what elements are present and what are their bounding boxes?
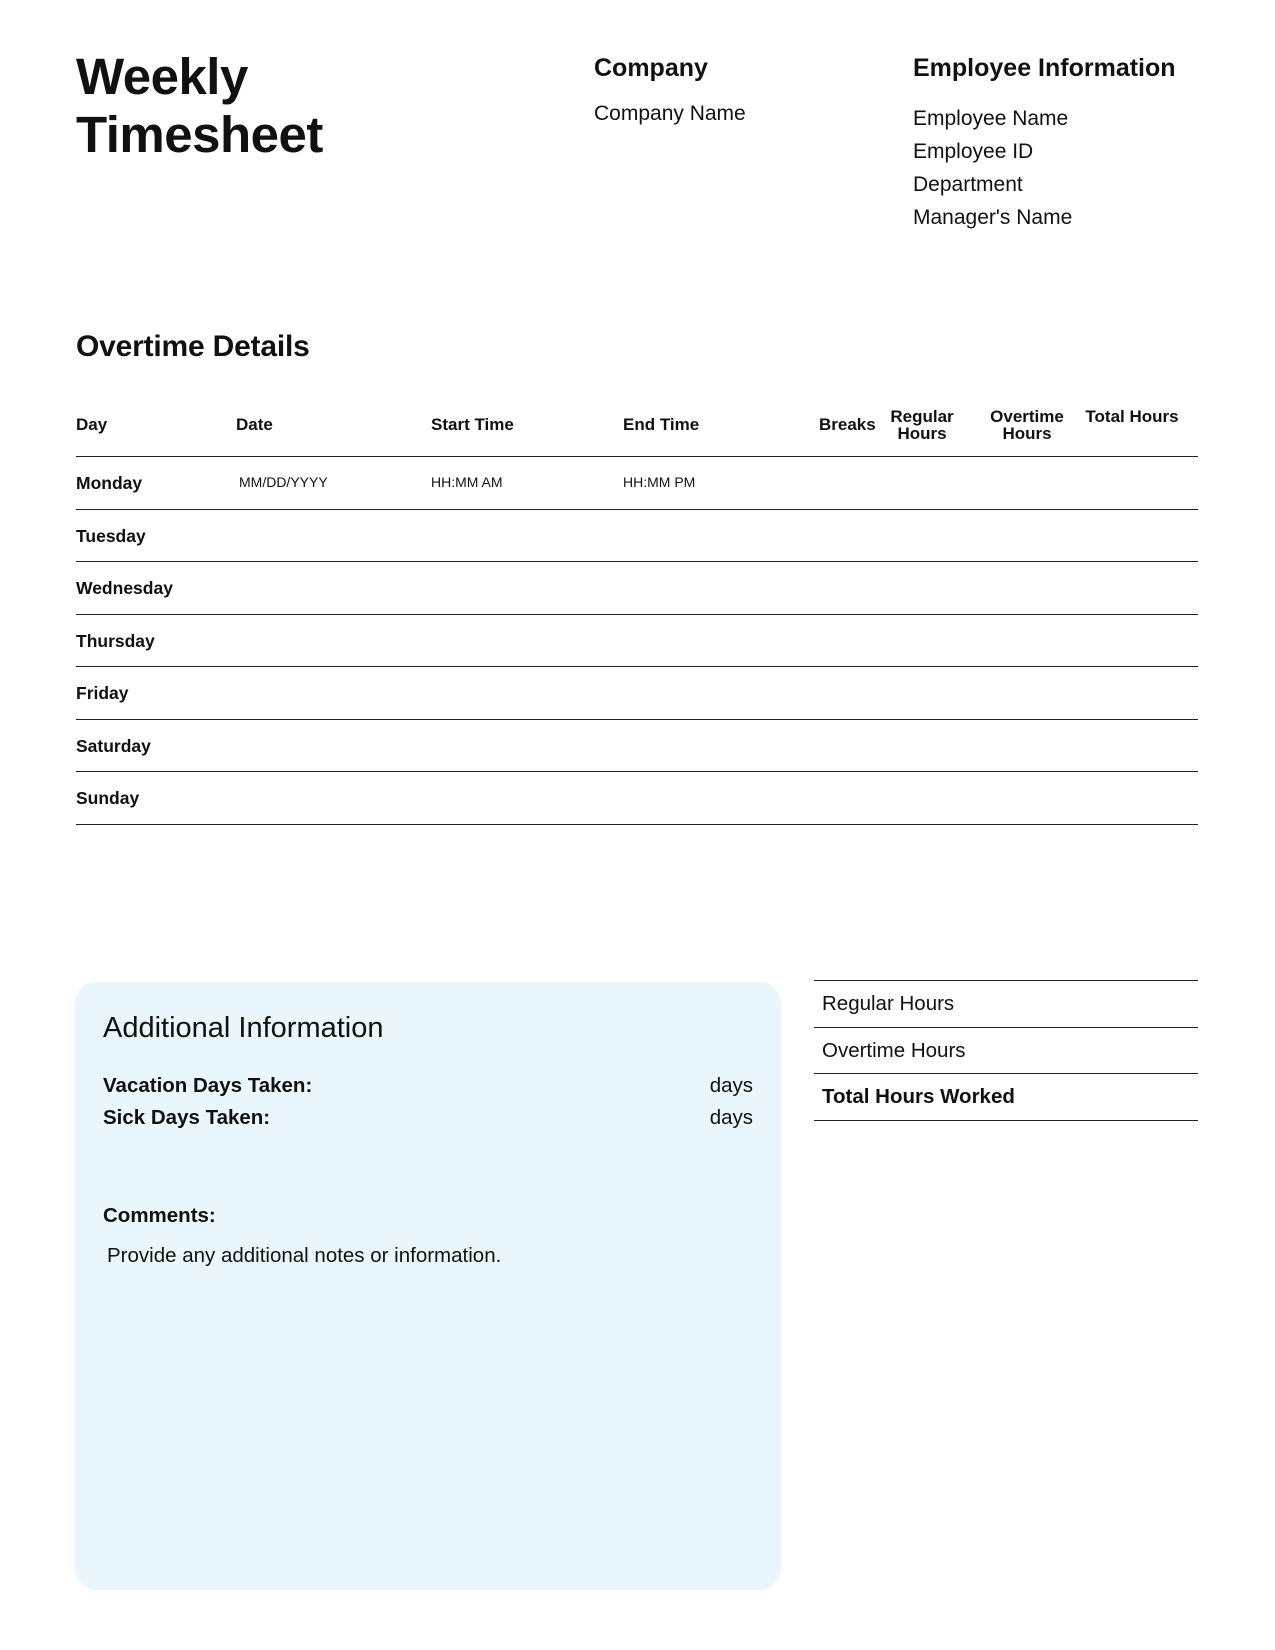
page-title: Weekly Timesheet (76, 48, 323, 163)
col-header-day: Day (76, 415, 108, 434)
regular-hours-label: Regular Hours (822, 992, 955, 1015)
employee-info-heading: Employee Information (913, 54, 1176, 82)
additional-info-title: Additional Information (103, 1012, 384, 1044)
additional-info-panel (75, 982, 781, 1590)
day-label: Monday (76, 473, 143, 493)
manager-name-field[interactable]: Manager's Name (913, 206, 1073, 229)
table-row-thursday (76, 615, 1198, 668)
col-header-start-time: Start Time (431, 415, 514, 434)
sick-days-unit: days (709, 1106, 753, 1129)
day-label: Tuesday (76, 525, 146, 546)
sick-days-label: Sick Days Taken: (103, 1106, 271, 1129)
col-header-overtime-hours: Overtime Hours (990, 407, 1064, 443)
employee-id-field[interactable]: Employee ID (913, 140, 1034, 163)
department-field[interactable]: Department (913, 173, 1023, 196)
overtime-section-title: Overtime Details (76, 330, 310, 363)
table-row-monday (76, 457, 1198, 510)
comments-label: Comments: (103, 1204, 216, 1227)
col-header-breaks: Breaks (819, 415, 876, 434)
overtime-hours-label: Overtime Hours (822, 1038, 966, 1062)
col-header-regular-hours: Regular Hours (890, 407, 954, 443)
table-row-friday (76, 667, 1198, 720)
vacation-days-unit: days (709, 1074, 753, 1097)
end-time-field[interactable]: HH:MM PM (623, 474, 696, 490)
date-field[interactable]: MM/DD/YYYY (239, 474, 328, 490)
col-header-total-hours: Total Hours (1085, 407, 1179, 426)
table-row-saturday (76, 720, 1198, 773)
summary-row-total (814, 1074, 1198, 1121)
summary-row-overtime (814, 1028, 1198, 1075)
overtime-table (76, 398, 1198, 825)
day-label: Friday (76, 683, 129, 703)
table-row-sunday (76, 772, 1198, 825)
table-header (76, 398, 1198, 457)
start-time-field[interactable]: HH:MM AM (431, 474, 503, 490)
col-header-end-time: End Time (623, 415, 700, 434)
table-row-tuesday (76, 510, 1198, 563)
col-header-date: Date (236, 415, 273, 434)
day-label: Wednesday (76, 578, 173, 598)
day-label: Sunday (76, 788, 140, 808)
employee-name-field[interactable]: Employee Name (913, 107, 1069, 130)
day-label: Saturday (76, 735, 151, 756)
hours-summary (814, 980, 1198, 1121)
summary-row-regular (814, 981, 1198, 1028)
table-row-wednesday (76, 562, 1198, 615)
employee-info-list (913, 102, 1072, 234)
company-name-field[interactable]: Company Name (594, 102, 746, 125)
total-hours-worked-label: Total Hours Worked (822, 1085, 1015, 1108)
day-label: Thursday (76, 630, 155, 651)
company-heading: Company (594, 54, 708, 82)
vacation-days-label: Vacation Days Taken: (103, 1074, 313, 1097)
comments-field[interactable]: Provide any additional notes or information. (107, 1244, 502, 1267)
